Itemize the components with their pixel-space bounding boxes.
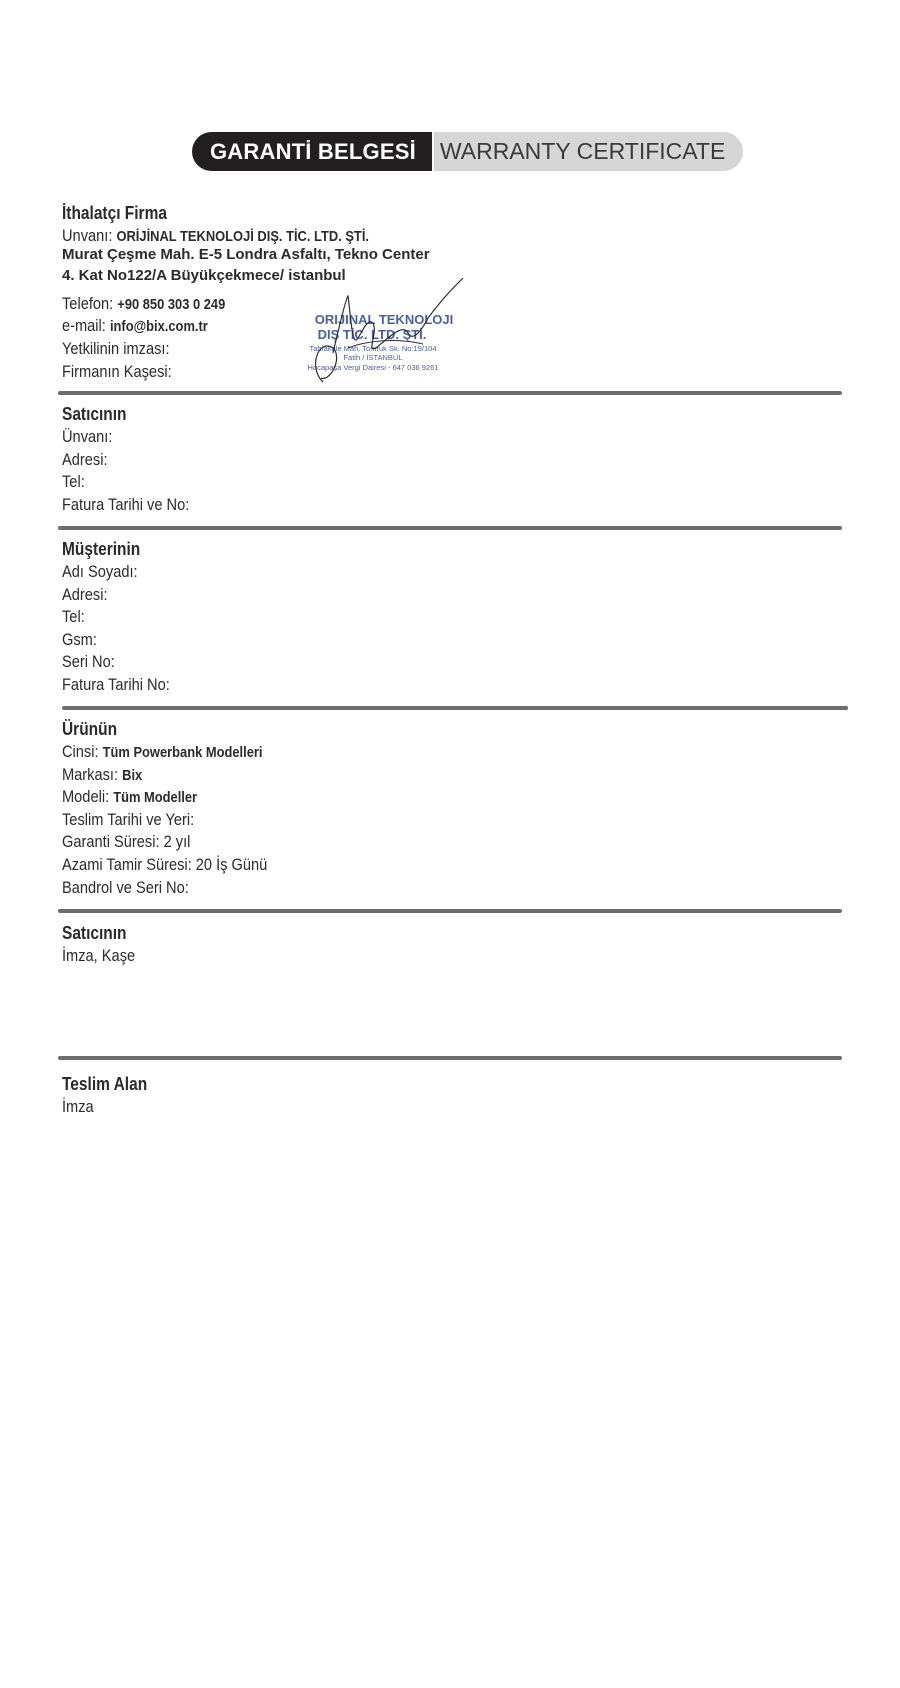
importer-phone-value: +90 850 303 0 249 [117, 296, 226, 313]
seller-tel-label: Tel: [62, 472, 85, 491]
customer-invoice-label: Fatura Tarihi No: [62, 675, 170, 694]
customer-name-label: Adı Soyadı: [62, 562, 138, 581]
customer-address-label: Adresi: [62, 585, 108, 604]
importer-title-label: Unvanı: [62, 226, 113, 245]
company-stamp [288, 278, 478, 388]
seller-address-label: Adresi: [62, 450, 108, 469]
certificate-header [192, 132, 743, 171]
receiver-heading: Teslim Alan [62, 1074, 148, 1094]
customer-gsm-label: Gsm: [62, 630, 97, 649]
product-banderole-label: Bandrol ve Seri No: [62, 878, 189, 897]
product-brand-row [62, 764, 142, 787]
product-type-value: Tüm Powerbank Modelleri [102, 744, 263, 761]
product-delivery-label: Teslim Tarihi ve Yeri: [62, 810, 195, 829]
importer-email-row [62, 315, 208, 338]
importer-signature-label: Yetkilinin imzası: [62, 339, 170, 358]
importer-title-value: ORİJİNAL TEKNOLOJİ DIŞ. TİC. LTD. ŞTİ. [116, 228, 369, 245]
seller-heading: Satıcının [62, 404, 127, 424]
stamp-line1: ORIJINAL TEKNOLOJI [314, 312, 454, 327]
divider-2 [58, 526, 842, 530]
importer-heading: İthalatçı Firma [62, 203, 167, 223]
divider-1 [58, 391, 842, 395]
product-model-label: Modeli: [62, 787, 110, 806]
stamp-line3: Tahtakale Mah. Tomruk Sk. No:19/104 [309, 344, 437, 353]
product-repair: Azami Tamir Süresi: 20 İş Günü [62, 855, 268, 874]
importer-address-line1: Murat Çeşme Mah. E-5 Londra Asfaltı, Tekno Center [62, 246, 430, 263]
importer-phone-row [62, 293, 225, 316]
divider-3 [62, 706, 848, 710]
product-warranty: Garanti Süresi: 2 yıl [62, 832, 191, 851]
divider-4 [58, 909, 842, 913]
product-brand-value: Bix [122, 767, 143, 784]
product-heading: Ürünün [62, 719, 118, 739]
importer-email-label: e-mail: [62, 316, 106, 335]
stamp-line5: Hocapaşa Vergi Dairesi - 647 036 9261 [307, 363, 439, 372]
seller-title-label: Ünvanı: [62, 427, 113, 446]
header-title-tr: GARANTİ BELGESİ [192, 132, 432, 171]
customer-tel-label: Tel: [62, 607, 85, 626]
product-type-label: Cinsi: [62, 742, 99, 761]
customer-heading: Müşterinin [62, 539, 141, 559]
product-brand-label: Markası: [62, 765, 119, 784]
product-type-row [62, 741, 262, 764]
product-model-row [62, 786, 197, 809]
importer-phone-label: Telefon: [62, 294, 114, 313]
seller-sign-label: İmza, Kaşe [62, 946, 136, 965]
seller-sign-heading: Satıcının [62, 923, 127, 943]
stamp-line4: Fatih / İSTANBUL [343, 353, 403, 362]
importer-stamp-label: Firmanın Kaşesi: [62, 362, 172, 381]
stamp-line2: DIŞ TİC. LTD. ŞTİ. [317, 327, 427, 342]
divider-5 [58, 1056, 842, 1060]
customer-serial-label: Seri No: [62, 652, 115, 671]
seller-invoice-label: Fatura Tarihi ve No: [62, 495, 190, 514]
receiver-sign-label: İmza [62, 1097, 94, 1116]
importer-email-value: info@bix.com.tr [109, 318, 208, 335]
importer-address-line2: 4. Kat No122/A Büyükçekmece/ istanbul [62, 267, 346, 284]
header-title-en: WARRANTY CERTIFICATE [432, 132, 743, 171]
product-model-value: Tüm Modeller [113, 789, 198, 806]
